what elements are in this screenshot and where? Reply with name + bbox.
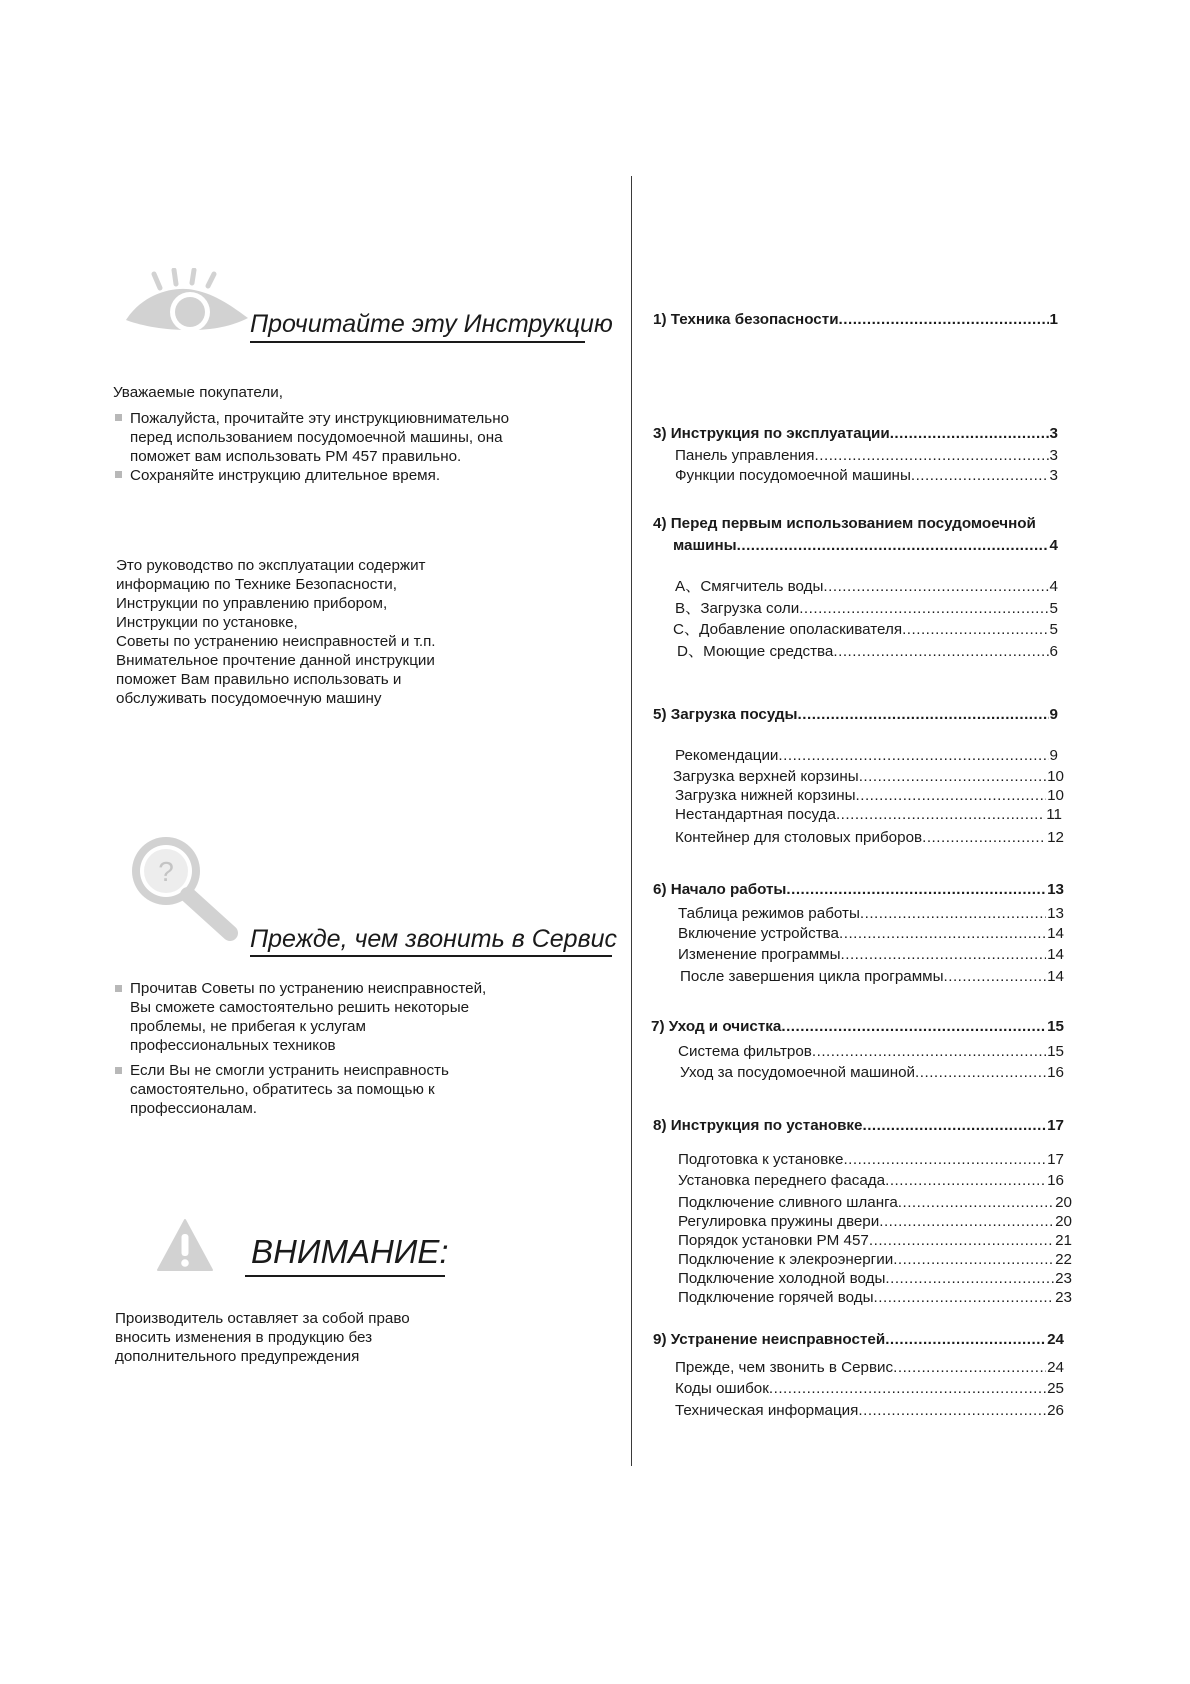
bullet-line: профессионалам.	[130, 1100, 257, 1117]
warning-heading: ВНИМАНИЕ:	[251, 1233, 449, 1270]
toc-item	[678, 1042, 1064, 1061]
toc-item	[678, 1193, 1072, 1212]
toc-item	[678, 1171, 1064, 1190]
warning-text-line: дополнительного предупреждения	[115, 1348, 360, 1365]
bullet-line: перед использованием посудомоечной машины, она	[130, 429, 503, 446]
toc-item-label: Уход за посудомоечной машиной	[680, 1064, 916, 1081]
bullet-marker	[115, 1067, 122, 1074]
toc-item-label: Подключение горячей воды	[678, 1289, 874, 1306]
toc-page: 24	[1047, 1331, 1064, 1348]
toc-item-label: Коды ошибок	[675, 1380, 769, 1397]
toc-section-6	[653, 880, 1064, 899]
toc-page: 15	[1047, 1043, 1064, 1060]
toc-page: 13	[1047, 881, 1064, 898]
toc-section-title: 7) Уход и очистка	[651, 1018, 782, 1035]
toc-page: 16	[1047, 1064, 1064, 1081]
toc-item	[680, 1063, 1064, 1082]
toc-section-title: 5) Загрузка посуды	[653, 706, 798, 723]
toc-item	[675, 599, 1058, 618]
intro-paragraph-line: Советы по устранению неисправностей и т.п.	[116, 633, 436, 650]
toc-page: 14	[1047, 946, 1064, 963]
bullet-line: Вы сможете самостоятельно решить некоторые	[130, 999, 470, 1016]
toc-item-label: Нестандартная посуда	[675, 806, 836, 823]
toc-page: 24	[1047, 1359, 1064, 1376]
toc-item	[675, 1379, 1064, 1398]
bullet-line: Прочитав Советы по устранению неисправностей,	[130, 980, 487, 997]
heading-underline	[250, 955, 612, 957]
heading-underline	[250, 341, 585, 343]
toc-item	[675, 805, 1062, 824]
toc-section-4-line1: 4) Перед первым использованием посудомоечной	[653, 515, 1036, 532]
toc-section-title: 3) Инструкция по эксплуатации	[653, 425, 890, 442]
toc-item	[675, 786, 1064, 805]
intro-paragraph-line: информацию по Технике Безопасности,	[116, 576, 397, 593]
toc-page: 23	[1055, 1270, 1072, 1287]
toc-item	[675, 1358, 1064, 1377]
toc-item-label: Подготовка к установке	[678, 1151, 844, 1168]
intro-paragraph-line: обслуживать посудомоечную машину	[116, 690, 382, 707]
bullet-line: Пожалуйста, прочитайте эту инструкциювнимательно	[130, 410, 510, 427]
toc-section-title: 1) Техника безопасности	[653, 311, 839, 328]
toc-item	[673, 767, 1064, 786]
toc-item-label: Таблица режимов работы	[678, 905, 860, 922]
toc-page: 3	[1049, 447, 1058, 464]
toc-item-label: C、Добавление ополаскивателя	[673, 621, 903, 638]
toc-item-label: Установка переднего фасада	[678, 1172, 886, 1189]
toc-page: 20	[1055, 1213, 1072, 1230]
toc-item	[678, 1250, 1072, 1269]
toc-section-4	[673, 536, 1058, 555]
warning-icon	[156, 1218, 214, 1272]
toc-item	[675, 1401, 1064, 1420]
toc-item-label: Панель управления	[675, 447, 815, 464]
toc-page: 11	[1046, 806, 1062, 823]
toc-page: 5	[1049, 621, 1058, 638]
toc-item-label: Система фильтров	[678, 1043, 812, 1060]
intro-paragraph-line: поможет Вам правильно использовать и	[116, 671, 402, 688]
toc-item	[675, 446, 1058, 465]
toc-item	[678, 904, 1064, 923]
toc-item	[677, 642, 1058, 661]
intro-paragraph-line: Это руководство по эксплуатации содержит	[116, 557, 426, 574]
toc-section-9	[653, 1330, 1064, 1349]
toc-page: 3	[1049, 425, 1058, 442]
intro-paragraph-line: Инструкции по управлению прибором,	[116, 595, 388, 612]
toc-page: 6	[1049, 643, 1058, 660]
toc-item	[678, 1288, 1072, 1307]
toc-page: 4	[1049, 537, 1058, 554]
toc-item-label: Регулировка пружины двери	[678, 1213, 880, 1230]
bullet-line: Если Вы не смогли устранить неисправность	[130, 1062, 449, 1079]
eye-icon	[124, 268, 254, 340]
toc-item-label: Подключение холодной воды	[678, 1270, 886, 1287]
toc-page: 14	[1047, 925, 1064, 942]
warning-text-line: вносить изменения в продукцию без	[115, 1329, 373, 1346]
bullet-line: профессиональных техников	[130, 1037, 336, 1054]
warning-text-line: Производитель оставляет за собой право	[115, 1310, 410, 1327]
greeting: Уважаемые покупатели,	[113, 384, 283, 401]
toc-item-label: Включение устройства	[678, 925, 840, 942]
toc-item	[678, 1150, 1064, 1169]
toc-item	[673, 620, 1058, 639]
toc-item-label: Техническая информация	[675, 1402, 859, 1419]
toc-page: 4	[1049, 578, 1058, 595]
toc-section-title: 6) Начало работы	[653, 881, 787, 898]
toc-item-label: Изменение программы	[678, 946, 841, 963]
toc-item-label: Контейнер для столовых приборов	[675, 829, 923, 846]
toc-section-3	[653, 424, 1058, 443]
magnifier-question-icon	[128, 833, 238, 943]
toc-page: 17	[1047, 1151, 1064, 1168]
toc-item-label: Функции посудомоечной машины	[675, 467, 911, 484]
toc-page: 16	[1047, 1172, 1064, 1189]
toc-page: 21	[1055, 1232, 1072, 1249]
toc-item-label: A、Смягчитель воды	[675, 578, 824, 595]
toc-item	[675, 828, 1064, 847]
toc-page: 17	[1047, 1117, 1064, 1134]
toc-item-label: Подключение сливного шланга	[678, 1194, 898, 1211]
toc-page: 26	[1047, 1402, 1064, 1419]
toc-page: 12	[1047, 829, 1064, 846]
toc-page: 13	[1047, 905, 1064, 922]
toc-page: 10	[1047, 787, 1064, 804]
toc-item	[678, 945, 1064, 964]
toc-item	[678, 1212, 1072, 1231]
bullet-line: Сохраняйте инструкцию длительное время.	[130, 467, 441, 484]
toc-section-title: машины	[673, 537, 737, 554]
service-heading: Прежде, чем звонить в Сервис	[250, 925, 618, 953]
svg-text:?: ?	[158, 856, 174, 887]
toc-page: 10	[1047, 768, 1064, 785]
toc-page: 25	[1047, 1380, 1064, 1397]
intro-paragraph-line: Внимательное прочтение данной инструкции	[116, 652, 435, 669]
toc-page: 5	[1049, 600, 1058, 617]
bullet-line: самостоятельно, обратитесь за помощью к	[130, 1081, 435, 1098]
toc-page: 15	[1047, 1018, 1064, 1035]
toc-page: 23	[1055, 1289, 1072, 1306]
toc-page: 22	[1055, 1251, 1072, 1268]
toc-item	[675, 466, 1058, 485]
toc-item-label: Загрузка нижней корзины	[675, 787, 856, 804]
toc-item-label: После завершения цикла программы	[680, 968, 944, 985]
toc-item-label: Порядок установки PM 457	[678, 1232, 869, 1249]
bullet-line: проблемы, не прибегая к услугам	[130, 1018, 366, 1035]
toc-section-8	[653, 1116, 1064, 1135]
toc-section-title: 8) Инструкция по установке	[653, 1117, 863, 1134]
column-divider	[631, 176, 632, 1466]
toc-item	[678, 1269, 1072, 1288]
toc-item-label: Прежде, чем звонить в Сервис	[675, 1359, 894, 1376]
toc-section-5	[653, 705, 1058, 724]
toc-page: 9	[1049, 706, 1058, 723]
toc-page: 14	[1047, 968, 1064, 985]
toc-page: 1	[1049, 311, 1058, 328]
toc-page: 20	[1055, 1194, 1072, 1211]
toc-section-1	[653, 310, 1058, 329]
bullet-line: поможет вам использовать PM 457 правильно.	[130, 448, 462, 465]
toc-item-label: B、Загрузка соли	[675, 600, 800, 617]
toc-page: 3	[1049, 467, 1058, 484]
toc-page: 9	[1049, 747, 1058, 764]
toc-item-label: Рекомендации	[675, 747, 779, 764]
toc-item-label: Подключение к элекроэнергии	[678, 1251, 894, 1268]
toc-item	[675, 746, 1058, 765]
toc-item	[675, 577, 1058, 596]
bullet-marker	[115, 985, 122, 992]
bullet-marker	[115, 471, 122, 478]
toc-item	[680, 967, 1064, 986]
toc-item-label: Загрузка верхней корзины	[673, 768, 859, 785]
toc-section-7	[651, 1017, 1064, 1036]
heading-underline	[245, 1275, 445, 1277]
toc-section-title: 9) Устранение неисправностей	[653, 1331, 886, 1348]
toc-item-label: D、Моющие средства	[677, 643, 834, 660]
toc-item	[678, 924, 1064, 943]
intro-paragraph-line: Инструкции по установке,	[116, 614, 298, 631]
bullet-marker	[115, 414, 122, 421]
read-instructions-heading: Прочитайте эту Инструкцию	[250, 310, 613, 338]
toc-item	[678, 1231, 1072, 1250]
